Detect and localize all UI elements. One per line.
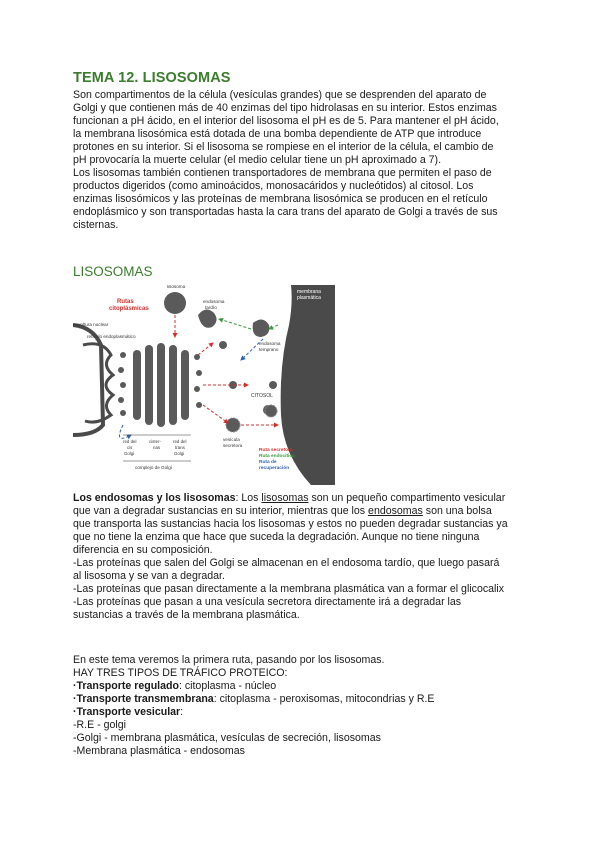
legend-endocitica: Ruta endocítica (259, 454, 295, 459)
intro-line: cisternas. (73, 219, 119, 231)
label-vesicula-1: vesícula (223, 437, 240, 442)
intro-line: la membrana lisosómica está dotada de una bomba dependiente de ATP que introduce (73, 128, 482, 140)
label-complejo: complejo de Golgi (135, 465, 172, 470)
exocytosis-vesicle (265, 405, 277, 417)
label-lisosoma: lisosoma (167, 285, 186, 289)
label-membrana-1: membrana (297, 289, 321, 295)
label-citoplasmicas: citoplásmicas (109, 306, 149, 312)
intro-line: enzimas lisosómicos y las proteínas de membrana lisosómica se producen en el retículo (73, 193, 488, 205)
endosomas-lisosomas-section (73, 492, 543, 622)
label-endosoma-tardio-2: tardío (205, 305, 217, 310)
intro-line: endoplásmico y son transportadas hasta la cara trans del aparato de Golgi a través de sus (73, 206, 498, 218)
bold-term: ·Transporte vesicular (73, 706, 181, 718)
label-red-trans-2: trans (175, 445, 185, 450)
section-title: LISOSOMAS (73, 264, 153, 279)
text-fragment: que van a degradar sustancias en su interior, mientras que los (73, 505, 369, 517)
legend-secretora: Ruta secretora (259, 448, 293, 453)
text-line: -Las proteínas que pasan directamente a la membrana plasmática van a formar el glicocalix (73, 583, 505, 595)
nuclear-envelope (73, 325, 103, 435)
text-fragment: son una bolsa (422, 505, 492, 517)
text-line: -Golgi - membrana plasmática, vesículas de secreción, lisosomas (73, 732, 381, 744)
label-envoltura: envoltura nuclear (73, 322, 109, 327)
lysosome-pathway-diagram (73, 285, 335, 485)
text-line: sustancias a través de la membrana plasmática. (73, 609, 300, 621)
underlined-term: endosomas (368, 505, 423, 517)
intro-line: Golgi y que contienen más de 40 enzimas del tipo hidrolasas en su interior. Estos enzimas (73, 102, 497, 114)
intro-line: funcionan a pH ácido, en el interior del lisosoma el pH es de 5. Para mantener el pH ácido, (73, 115, 499, 127)
label-red-cis-1: red del (123, 439, 137, 444)
text-line (73, 492, 543, 505)
label-reticulo: retículo endoplasmático (87, 334, 136, 339)
trafico-proteico-section (73, 654, 543, 758)
early-endosome (253, 319, 270, 337)
bold-term: Los endosomas y los lisosomas (73, 492, 236, 504)
label-red-cis-3: Golgi (124, 451, 135, 456)
intro-line: Son compartimentos de la célula (vesículas grandes) que se desprenden del aparato de (73, 89, 487, 101)
label-rutas: Rutas (117, 299, 134, 305)
label-cisterna-2: nas (153, 445, 161, 450)
label-citosol: CITOSOL (251, 393, 273, 399)
label-endosoma-temprano-2: temprano (259, 347, 279, 352)
text-line: -R.E - golgi (73, 719, 126, 731)
intro-paragraph (73, 89, 543, 232)
secretory-vesicle (226, 418, 240, 432)
text-fragment: : Los (235, 492, 262, 504)
text-line (73, 680, 543, 693)
text-line (73, 505, 543, 518)
text-line (73, 706, 543, 719)
text-fragment: : citoplasma - peroxisomas, mitocondrias y R.E (213, 693, 435, 705)
text-fragment: son un pequeño compartimento vesicular (308, 492, 506, 504)
text-fragment: : citoplasma - núcleo (178, 680, 277, 692)
text-fragment: : (180, 706, 184, 718)
text-line: HAY TRES TIPOS DE TRÁFICO PROTEICO: (73, 667, 288, 679)
golgi-stack (118, 343, 202, 427)
text-line: al lisosoma y se van a degradar. (73, 570, 225, 582)
bold-term: ·Transporte regulado (73, 680, 179, 692)
label-endosoma-temprano-1: endosoma (259, 341, 281, 346)
text-line: que no tiene la enzima que hace que suceda la degradación. Aunque no tiene ninguna (73, 531, 480, 543)
intro-line: protones en su interior. Si el lisosoma se rompiese en el interior de la célula, el cambio de (73, 141, 494, 153)
text-line: -Las proteínas que salen del Golgi se almacenan en el endosoma tardío, que luego pasará (73, 557, 500, 569)
text-line: -Las proteínas que pasan a una vesícula secretora directamente irá a degradar las (73, 596, 462, 608)
label-membrana-2: plasmática (297, 295, 321, 301)
label-red-trans-3: Golgi (174, 451, 185, 456)
text-line: -Membrana plasmática - endosomas (73, 745, 245, 757)
intro-line: Los lisosomas también contienen transportadores de membrana que permiten el paso de (73, 167, 492, 179)
label-red-trans-1: red del (173, 439, 187, 444)
page-title: TEMA 12. LISOSOMAS (73, 70, 231, 86)
intro-line: productos digeridos (como aminoácidos, monosacáridos y nucleótidos) al citosol. Los (73, 180, 474, 192)
label-cisterna-1: cister- (149, 439, 161, 444)
label-red-cis-2: cis (127, 445, 133, 450)
text-line: que transporta las sustancias hacia los lisosomas y estos no pueden degradar sustancias ya (73, 518, 508, 530)
late-endosome (198, 309, 217, 327)
text-line: diferencia en su composición. (73, 544, 213, 556)
transport-vesicles (219, 341, 277, 415)
text-line: En este tema veremos la primera ruta, pasando por los lisosomas. (73, 654, 385, 666)
endoplasmic-reticulum (83, 344, 113, 422)
label-vesicula-2: secretora (223, 443, 243, 448)
text-line (73, 693, 543, 706)
legend-recuperacion-2: recuperación (259, 466, 290, 471)
legend-recuperacion-1: Ruta de (259, 460, 277, 465)
label-endosoma-tardio-1: endosoma (203, 299, 225, 304)
bold-term: ·Transporte transmembrana (73, 693, 214, 705)
intro-line: pH provocaría la muerte celular (el medio celular tiene un pH aproximado a 7). (73, 154, 442, 166)
underlined-term: lisosomas (261, 492, 309, 504)
lysosome (164, 292, 186, 314)
